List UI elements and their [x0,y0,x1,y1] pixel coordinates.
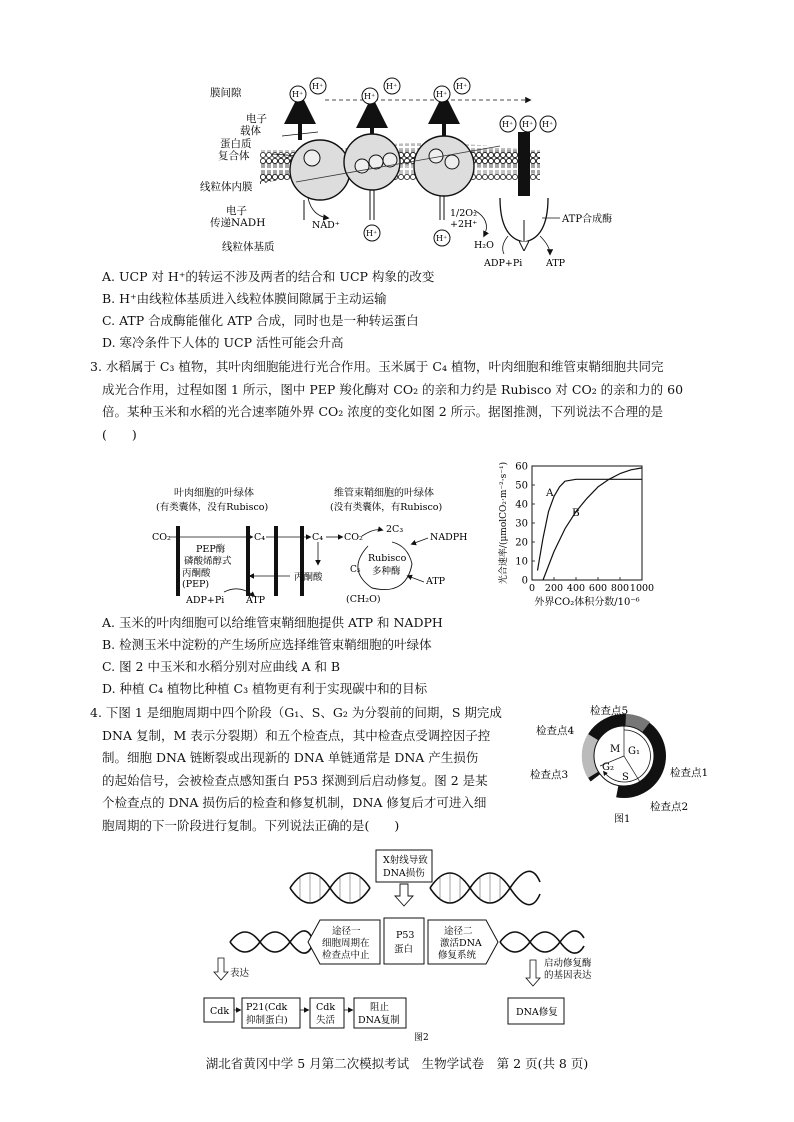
svg-text:H⁺: H⁺ [436,90,448,99]
q3-option-a[interactable]: A. 玉米的叶肉细胞可以给维管束鞘细胞提供 ATP 和 NADPH [102,615,443,630]
c4-right-title: 维管束鞘细胞的叶绿体 [334,488,434,499]
q3-options [102,612,722,700]
svg-text:P53: P53 [396,930,415,941]
q2-options [102,266,722,354]
q2-option-d[interactable]: D. 寒冷条件下人体的 UCP 活性可能会升高 [102,335,344,350]
svg-text:检查点2: 检查点2 [650,801,689,813]
y-tick-label: 20 [515,537,528,549]
x-tick-label: 600 [588,583,608,594]
svg-text:途径二: 途径二 [444,926,473,937]
label-atp-synthase: ATP合成酶 [562,214,613,225]
y-tick-label: 50 [515,480,528,492]
label-nadh: 电子传递NADH [210,205,266,229]
label-nad: NAD⁺ [312,220,340,231]
svg-text:检查点4: 检查点4 [536,725,575,737]
complex-3 [414,136,474,196]
label-adp: ADP+Pi [484,258,523,269]
svg-text:C₅: C₅ [350,565,361,575]
chart-frame [532,466,642,580]
svg-text:检查点中止: 检查点中止 [322,950,370,961]
svg-text:H⁺: H⁺ [292,90,304,99]
q3-stem: 3. 水稻属于 C₃ 植物，其叶肉细胞能进行光合作用。玉米属于 C₄ 植物，叶肉细胞和维管束鞘细胞共同完 成光合作用，过程如图 1 所示，图中 PEP 羧化酶对 CO₂ 的亲和力约是 Rubisco 对 CO₂ 的亲和力的 60 倍。某种玉米和水稻的光合速率随外界 CO₂ 浓度的变化如图 2 所示。据图推测，下列说法不合理的是 ( ) [90,359,684,442]
svg-text:G₂: G₂ [602,762,614,773]
svg-text:CO₂: CO₂ [152,532,171,543]
label-intermembrane: 膜间隙 [210,87,242,99]
svg-text:表达: 表达 [230,968,250,979]
svg-text:C₄: C₄ [254,532,266,543]
svg-text:磷酸烯醇式: 磷酸烯醇式 [184,556,232,567]
c4-left-title: 叶肉细胞的叶绿体 [174,488,254,499]
svg-text:S: S [622,772,629,783]
series-label-A: A [546,487,554,499]
y-tick-label: 10 [515,556,528,568]
series-line-B [543,468,642,580]
svg-text:丙酮酸: 丙酮酸 [182,568,211,579]
svg-text:抑制蛋白): 抑制蛋白) [246,1015,288,1026]
svg-text:Cdk: Cdk [210,1006,230,1017]
label-carrier: 电子载体 [240,113,267,137]
label-complex: 蛋白质复合体 [218,138,252,162]
svg-text:DNA复制: DNA复制 [358,1015,400,1026]
svg-text:失活: 失活 [316,1015,336,1026]
c4-left-sub: (有类囊体，没有Rubisco) [156,502,269,513]
y-axis-label: 光合速率/(μmolCO₂·m⁻²·s⁻¹) [499,461,509,585]
c4-right-sub: (没有类囊体，有Rubisco) [330,502,443,513]
svg-text:修复系统: 修复系统 [438,950,477,961]
complex-1 [290,140,350,200]
x-tick-label: 800 [610,583,630,594]
svg-text:检查点5: 检查点5 [590,705,629,717]
x-tick-label: 400 [566,583,586,594]
mitochondria-membrane-figure [200,70,620,270]
svg-text:丙酮酸: 丙酮酸 [294,572,323,583]
svg-text:X射线导致: X射线导致 [383,855,428,866]
y-tick-label: 0 [521,575,528,587]
svg-text:图2: 图2 [414,1033,429,1043]
x-tick-label: 200 [544,583,564,594]
q3-option-b[interactable]: B. 检测玉米中淀粉的产生场所应选择维管束鞘细胞的叶绿体 [102,637,432,652]
q3-option-d[interactable]: D. 种植 C₄ 植物比种植 C₃ 植物更有利于实现碳中和的目标 [102,681,428,696]
c4-pathway-figure [150,484,490,606]
svg-text:阻止: 阻止 [370,1002,390,1013]
svg-text:H⁺: H⁺ [366,229,378,238]
svg-text:细胞周期在: 细胞周期在 [322,938,370,949]
y-tick-label: 40 [515,499,528,511]
svg-text:DNA损伤: DNA损伤 [383,868,425,879]
svg-text:检查点3: 检查点3 [530,769,569,781]
x-tick-label: 1000 [629,583,655,594]
series-label-B: B [572,507,580,519]
svg-text:ATP: ATP [426,576,446,587]
q3-option-c[interactable]: C. 图 2 中玉米和水稻分别对应曲线 A 和 B [102,659,341,674]
svg-text:H⁺: H⁺ [436,234,448,243]
svg-text:C₄: C₄ [312,532,324,543]
label-oxygen: 1/2O₂ +2H⁺ [450,208,478,230]
label-matrix: 线粒体基质 [222,241,275,253]
svg-text:H⁺: H⁺ [542,120,554,129]
q2-option-a[interactable]: A. UCP 对 H⁺的转运不涉及两者的结合和 UCP 构象的改变 [102,269,435,284]
svg-text:DNA修复: DNA修复 [516,1007,558,1018]
svg-text:多种酶: 多种酶 [372,566,401,577]
q2-option-c[interactable]: C. ATP 合成酶能催化 ATP 合成，同时也是一种转运蛋白 [102,313,419,328]
q4-stem: 4. 下图 1 是细胞周期中四个阶段（G₁、S、G₂ 为分裂前的间期，S 期完成 DNA 复制，M 表示分裂期）和五个检查点，其中检查点受调控因子控 制。细胞 DNA 链断裂或出现新的 DNA 单链通常是 DNA 产生损伤 的起始信号，会被检查点感知蛋白 P53 探测到后启动修复。图 2 是某 个检查点的 DNA 损伤后的检查和修复机制，DNA 修复后才可进入细 胞周期的下一阶段进行复制。下列说法正确的是( ) [90,705,502,833]
svg-text:Rubisco: Rubisco [368,553,407,564]
p53-repair-figure [200,848,620,1044]
x-tick-label: 0 [528,583,536,594]
label-inner-membrane: 线粒体内膜 [200,181,253,193]
x-axis-label: 外界CO₂体积分数/10⁻⁶ [534,597,640,608]
page-footer: 湖北省黄冈中学 5 月第二次模拟考试 生物学试卷 第 2 页(共 8 页) [205,1056,589,1071]
svg-text:激活DNA: 激活DNA [440,938,482,949]
complex-2 [344,134,400,190]
q2-option-b[interactable]: B. H⁺由线粒体基质进入线粒体膜间隙属于主动运输 [102,291,387,306]
svg-text:检查点1: 检查点1 [670,767,709,779]
y-tick-label: 60 [515,461,528,473]
label-atp: ATP [546,258,566,269]
svg-text:PEP酶: PEP酶 [196,544,226,555]
svg-text:Cdk: Cdk [316,1002,336,1013]
y-tick-label: 30 [515,518,528,530]
svg-text:P21(Cdk: P21(Cdk [246,1002,288,1013]
svg-text:ADP+Pi: ADP+Pi [186,595,225,606]
svg-text:H⁺: H⁺ [312,82,324,91]
svg-text:G₁: G₁ [628,746,640,757]
svg-text:M: M [610,744,621,755]
svg-text:CO₂: CO₂ [344,532,363,543]
svg-text:H⁺: H⁺ [456,82,468,91]
svg-text:蛋白: 蛋白 [394,944,414,955]
svg-text:ATP: ATP [246,595,266,606]
label-h2o: H₂O [474,240,494,251]
svg-text:NADPH: NADPH [430,532,468,543]
cell-cycle-figure [530,704,730,828]
svg-text:图1: 图1 [614,814,631,825]
svg-text:H⁺: H⁺ [386,82,398,91]
svg-text:H⁺: H⁺ [522,120,534,129]
svg-text:(CH₂O): (CH₂O) [346,594,381,605]
svg-text:途径一: 途径一 [332,926,361,937]
svg-text:2C₃: 2C₃ [386,524,404,535]
svg-text:(PEP): (PEP) [182,579,210,590]
svg-text:H⁺: H⁺ [364,92,376,101]
photosynthesis-chart [488,456,658,612]
svg-text:启动修复酶: 启动修复酶 [544,958,592,969]
svg-text:H⁺: H⁺ [502,120,514,129]
svg-text:的基因表达: 的基因表达 [544,970,592,981]
